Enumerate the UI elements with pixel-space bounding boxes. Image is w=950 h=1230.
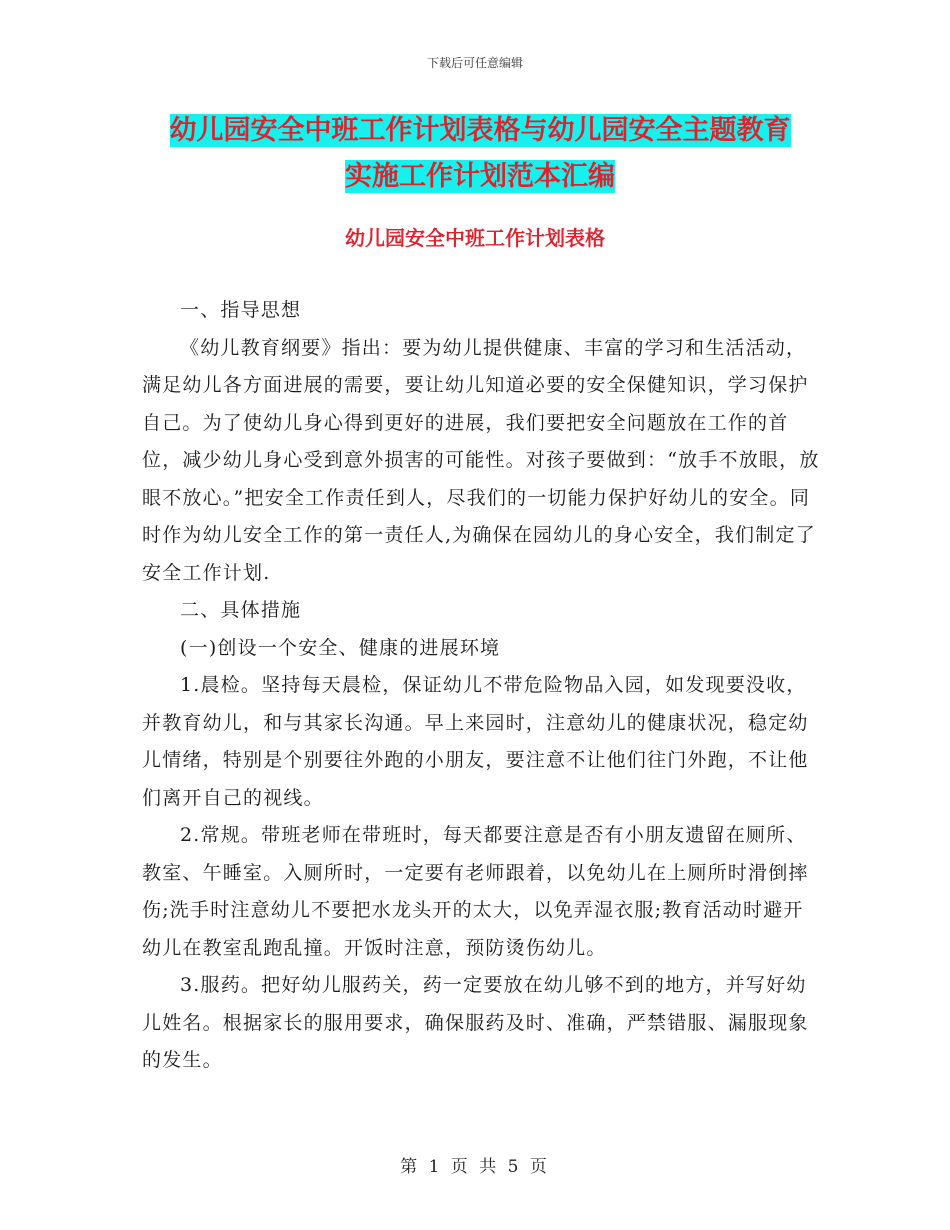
heading-specific-measures: 二、具体措施 [180, 599, 302, 621]
document-title-line-2: 实施工作计划范本汇编 [345, 161, 615, 192]
document-title-line-1: 幼儿园安全中班工作计划表格与幼儿园安全主题教育 [169, 115, 791, 146]
header-note: 下载后可任意编辑 [426, 56, 523, 70]
paragraph-guiding-ideology: 《幼儿教育纲要》指出：要为幼儿提供健康、丰富的学习和生活活动，满足幼儿各方面进展的需要，要让幼儿知道必要的安全保健知识，学习保护自己。为了使幼儿身心得到更好的进展，我们要把安全问题放在工作的首位，减少幼儿身心受到意外损害的可能性。对孩子要做到：“放手不放眼，放眼不放心。”把安全工作责任到人，尽我们的一切能力保护好幼儿的安全。同时作为幼儿安全工作的第一责任人,为确保在园幼儿的身心安全，我们制定了安全工作计划. [142, 336, 820, 584]
heading-guiding-ideology: 一、指导思想 [180, 299, 302, 321]
document-body [142, 292, 822, 1080]
paragraph-morning-check: 1.晨检。坚持每天晨检，保证幼儿不带危险物品入园，如发现要没收，并教育幼儿，和与其家长沟通。早上来园时，注意幼儿的健康状况，稳定幼儿情绪，特别是个别要往外跑的小朋友，要注意不让他们往门外跑，不让他们离开自己的视线。 [142, 674, 809, 809]
section-title: 幼儿园安全中班工作计划表格 [345, 226, 605, 250]
paragraph-routine: 2.常规。带班老师在带班时，每天都要注意是否有小朋友遗留在厕所、教室、午睡室。入厕所时，一定要有老师跟着，以免幼儿在上厕所时滑倒摔伤;洗手时注意幼儿不要把水龙头开的太大，以免弄湿衣服;教育活动时避开幼儿在教室乱跑乱撞。开饭时注意，预防烫伤幼儿。 [142, 824, 809, 959]
paragraph-medication: 3.服药。把好幼儿服药关，药一定要放在幼儿够不到的地方，并写好幼儿姓名。根据家长的服用要求，确保服药及时、准确，严禁错服、漏服现象的发生。 [142, 974, 809, 1071]
subheading-environment: (一)创设一个安全、健康的进展环境 [180, 636, 501, 659]
page-number-footer: 第 1 页 共 5 页 [400, 1157, 550, 1177]
document-title [140, 108, 820, 200]
